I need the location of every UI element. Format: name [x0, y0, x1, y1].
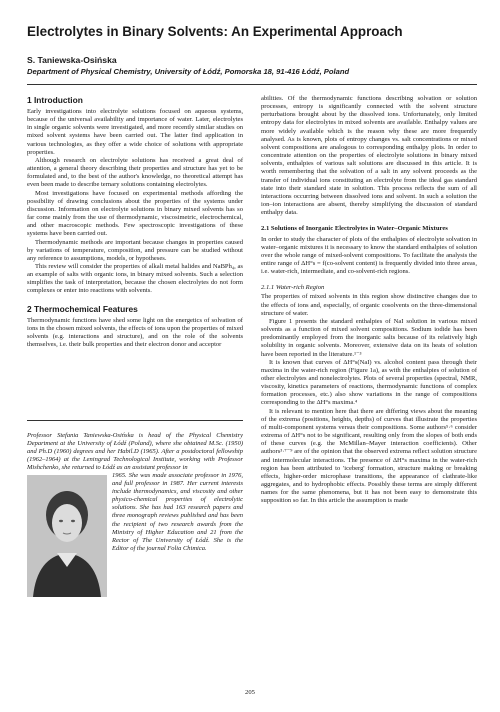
- subsection-heading: 2.1 Solutions of Inorganic Electrolytes in Water–Organic Mixtures: [261, 225, 448, 233]
- author-name: S. Taniewska-Osińska: [27, 55, 117, 65]
- page-number: 205: [245, 689, 255, 696]
- header-rule: [27, 84, 477, 85]
- right-column: [261, 95, 477, 506]
- section-heading-thermochemical: 2 Thermochemical Features: [27, 303, 138, 314]
- paragraph: This review will consider the properties of alkali metal halides and NaBPh₄, as an example of salts with organic ions, in binary mixed solvents. Such a selection simplifies the task of interpretation, because the chosen electrolytes do not form complexes or enter into reactions with solvents.: [27, 262, 243, 295]
- paragraph: Thermodynamic methods are important because changes in properties caused by variations of temperature, composition, and pressure can be studied without any reference to assumptions, models, or hypotheses.: [27, 238, 243, 262]
- spacer: [261, 217, 477, 225]
- spacer: [261, 276, 477, 284]
- paragraph: Figure 1 presents the standard enthalpies of NaI solution in various mixed solvents as a function of mixed solvent compositions. Sodium iodide has been predominantly employed from the inorganic salts because of its relatively high solubility in organic solvents. Moreover, extensive data on its heats of solution have been reported in the literature.¹⁻³: [261, 317, 477, 358]
- author-biography: [27, 432, 243, 597]
- affiliation: Department of Physical Chemistry, University of Łódź, Pomorska 18, 91-416 Łódź, Poland: [27, 67, 350, 76]
- paragraph: It is known that curves of ΔH°s(NaI) vs. alcohol content pass through their maxima in the water-rich region (Figure 1a), as with the enthalpies of solution of other electrolytes and nonelectrolytes. Plots of several properties (spectral, NMR, viscosity, kinetics parameters of reactions, thermodynamic functions of complex formation processes, etc.) also show variations in the range of compositions corresponding to the ΔH°s maxima.⁴: [261, 358, 477, 407]
- left-column: [27, 95, 243, 349]
- spacer: [27, 296, 243, 304]
- subsubsection-heading: 2.1.1 Water-rich Region: [261, 284, 325, 292]
- paragraph: abilities. Of the thermodynamic functions describing solvation or solution processes, entropy is significantly connected with the solvent structure perturbations brought about by the dissolved ions. Unfortunately, only limited entropy data for electrolytes in mixed solvents are available. Enthalpy values are more widely available which is the reason why these are more frequently analysed. As is known, plots of entropy changes vs. salt concentrations or mixed solvent compositions are analogous to corresponding enthalpy plots. In order to concentrate attention on the properties of electrolyte solutions in binary mixed solvents, enthalpies of various salt solutions are discussed in this article. It is worth remembering that the solvation of a salt in any solvent proceeds as the transfer of individual ions constituting an electrolyte from the ideal gas standard state into their standard state in solution. This process reflects the sum of all interactions occurring between dissolved ions and solvent. In such a solution the ion–ion interactions are absent, thereby simplifying the discussion of standard enthalpy data.: [261, 95, 477, 217]
- section-heading-introduction: 1 Introduction: [27, 95, 83, 105]
- paragraph: Most investigations have focused on experimental methods affording the possibility of drawing conclusions about the properties of the systems under discussion. Information on electrolyte solutions in binary mixed solvents has so far come mainly from the use of thermodynamic, viscosimetric, electrochemical, and other macroscopic methods. Few spectroscopic investigations of these systems have been carried out.: [27, 189, 243, 238]
- paragraph: Although research on electrolyte solutions has received a great deal of attention, a general theory describing their properties and structure has yet to be formulated and, to the best of the author's knowledge, no theoretical attempt has even been made to describe ternary solutions containing electrolytes.: [27, 156, 243, 189]
- paragraph: The properties of mixed solvents in this region show distinctive changes due to the effects of ions and, especially, of organic cosolvents on the three-dimensional structure of water.: [261, 293, 477, 317]
- bio-rest: 1965. She was made associate professor in 1976, and full professor in 1987. Her current interests include thermodynamics, and viscosity and other physico-chemical properties of electrolytic solutions. She has had 163 research papers and three monograph reviews published and has been the recipient of two research awards from the Ministry of Higher Education and 21 from the Rector of The University of Łódź. She is the Editor of the journal Folia Chimica.: [112, 472, 243, 552]
- paragraph: In order to study the character of plots of the enthalpies of electrolyte solvation in water–organic mixtures it is necessary to know the standard enthalpies of solution over the whole range of mixed-solvent compositions. To facilitate the analysis the entire range of ΔH°s = f(co-solvent content) is frequently divided into three areas, i.e. water-rich, intermediate, and co-solvent-rich regions.: [261, 235, 477, 276]
- paragraph: Early investigations into electrolyte solutions focused on aqueous systems, because of the universal availability and importance of water. Later, electrolytes in single organic solvents were investigated, and more recently similar studies on mixed solvent systems have been carried out. The latter find application in various technologies, as they offer a wide choice of solutions with appropriate properties.: [27, 108, 243, 156]
- bio-rule: [27, 420, 243, 421]
- paragraph: Thermodynamic functions have shed some light on the energetics of solvation of ions in the chosen mixed solvents, the effects of ions upon the properties of mixed solvents (e.g. interactions and structure), and on the role of the solvents themselves, i.e. their bulk properties and their electron donor and acceptor: [27, 316, 243, 349]
- paragraph: It is relevant to mention here that there are differing views about the meaning of the extrema (positions, heights, depths) of curves that illustrate the properties of multi-component systems versus their compositions. Some authors⁵·⁶ consider extrema of ΔH°s not to be significant, resulting only from the slopes of both ends of these curves (e.g. the McMillan–Mayer interaction coefficients). Other authors³·⁷⁻⁹ are of the opinion that the observed extrema reflect solution structure and intermolecular interactions. The presence of ΔH°s maxima in the water-rich region has been attributed to 'iceberg' formation, structure making or breaking effects, higher-order microphase transitions, the appearance of clathrate-like aggregates, and to hydrophobic effects. Possibly these terms are simply different names for the same phenomena, but it has not been easy to demonstrate this supposition so far. In this article the assumption is made: [261, 407, 477, 505]
- bio-lead: Professor Stefania Taniewska-Osińska is head of the Physical Chemistry Department at the University of Łódź (Poland), where she obtained M.Sc. (1950) and Ph.D (1960) degrees and her Habil.D (1965). After a postdoctoral fellowship (1962–1964) at the Leningrad Technological Institute, working with Professor Mishchenko, she returned to Łódź as an assistant professor in: [27, 432, 243, 472]
- author-photo: [27, 475, 107, 597]
- paper-title: Electrolytes in Binary Solvents: An Experimental Approach: [27, 24, 403, 39]
